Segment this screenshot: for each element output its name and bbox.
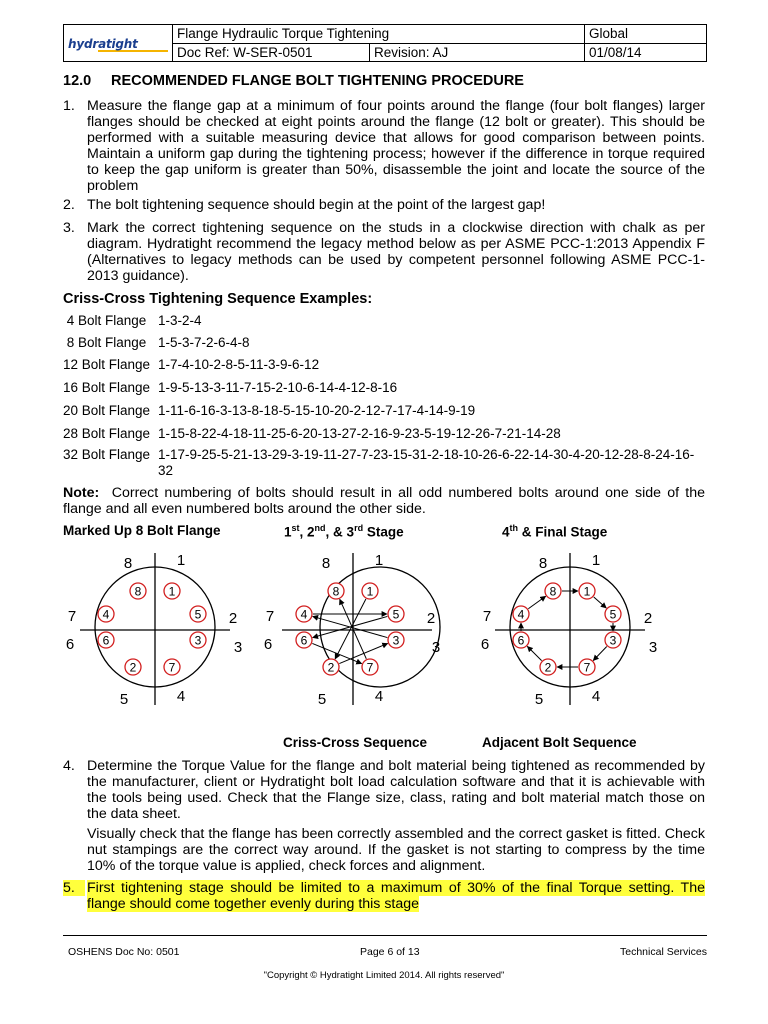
bolt-number: 4 — [517, 607, 525, 622]
caption-part: , 2 — [299, 524, 315, 540]
caption-marked-up: Marked Up 8 Bolt Flange — [63, 523, 221, 538]
caption-criss-cross: Criss-Cross Sequence — [283, 735, 428, 750]
sequence-value: 1-7-4-10-2-8-5-11-3-9-6-12 — [158, 357, 320, 372]
sequence-value: 1-11-6-16-3-13-8-18-5-15-10-20-2-12-7-17-4-14-9-19 — [158, 403, 476, 418]
hydratight-logo: hydratight — [68, 36, 138, 51]
bolt-position-label: 3 — [233, 639, 243, 656]
caption-part: 4 — [502, 524, 510, 540]
bolt-position-label: 5 — [317, 691, 327, 708]
step-number: 5. — [63, 880, 85, 896]
bolt-number: 3 — [609, 633, 617, 648]
step-text: Determine the Torque Value for the flange and bolt material being tightened as recommended by the manufacturer, client or Hydratight bolt load calculation software and that it is achievable with the tools being used. Check that the Flange size, class, rating and bolt material match those on the data sheet. — [87, 758, 705, 822]
step-number: 2. — [63, 197, 75, 213]
bolt-number: 2 — [544, 660, 552, 675]
bolt-number: 6 — [102, 633, 110, 648]
caption-adjacent: Adjacent Bolt Sequence — [482, 735, 637, 750]
step-2 — [63, 197, 705, 213]
footer-dept: Technical Services — [620, 946, 707, 958]
doc-title: Flange Hydraulic Torque Tightening — [173, 25, 585, 44]
bolt-number: 1 — [366, 584, 374, 599]
bolt-position-label: 3 — [431, 639, 441, 656]
step-3 — [63, 220, 705, 284]
bolt-number: 4 — [300, 607, 308, 622]
bolt-position-label: 1 — [176, 552, 186, 569]
caption-part: & Final Stage — [518, 524, 608, 540]
step-4 — [63, 758, 705, 822]
flange-diagrams — [60, 545, 710, 725]
doc-date: 01/08/14 — [585, 43, 707, 62]
bolt-number: 5 — [392, 607, 400, 622]
bolt-number: 6 — [517, 633, 525, 648]
caption-final — [502, 523, 607, 540]
bolt-position-label: 2 — [426, 610, 436, 627]
bolt-number: 2 — [129, 660, 137, 675]
bolt-number: 3 — [392, 633, 400, 648]
sequence-value: 1-17-9-25-5-21-13-29-3-19-11-27-7-23-15-31-2-18-10-26-6-22-14-30-4-20-12-28-8-24-16-32 — [158, 447, 695, 478]
bolt-position-label: 8 — [123, 555, 133, 572]
section-heading — [63, 73, 524, 89]
bolt-number: 7 — [366, 660, 374, 675]
caption-part: Stage — [363, 524, 404, 540]
caption-part: , & 3 — [325, 524, 355, 540]
note-text: Correct numbering of bolts should result in all odd numbered bolts around one side of the flange and all even numbered bolts around the other side. — [63, 485, 705, 517]
sequence-value: 1-9-5-13-3-11-7-15-2-10-6-14-4-12-8-16 — [158, 380, 398, 395]
doc-ref: Doc Ref: W-SER-0501 — [173, 43, 370, 62]
bolt-number: 5 — [194, 607, 202, 622]
bolt-number: 8 — [332, 584, 340, 599]
step-5 — [63, 880, 705, 912]
bolt-position-label: 6 — [65, 636, 75, 653]
caption-sup: th — [509, 523, 519, 533]
doc-revision: Revision: AJ — [370, 43, 585, 62]
bolt-position-label: 7 — [265, 608, 275, 625]
footer-rule — [63, 935, 707, 936]
sequence-label: 8 Bolt Flange — [63, 335, 147, 350]
flange-diagram-marked-up — [66, 552, 242, 708]
step-4-note: Visually check that the flange has been correctly assembled and the correct gasket is fitted. Check nut stampings are the correct way around. If the gasket is not starting to compress by the time 10% of the torque value is applied, check forces and alignment. — [87, 826, 705, 874]
document-header — [63, 24, 707, 62]
bolt-position-label: 5 — [119, 691, 129, 708]
doc-scope: Global — [585, 25, 707, 44]
sequence-label: 20 Bolt Flange — [63, 403, 151, 418]
sequence-label: 12 Bolt Flange — [63, 357, 151, 372]
note — [63, 485, 705, 517]
bolt-position-label: 7 — [67, 608, 77, 625]
bolt-number: 5 — [609, 607, 617, 622]
bolt-position-label: 2 — [228, 610, 238, 627]
bolt-number: 8 — [134, 584, 142, 599]
step-text: The bolt tightening sequence should begin at the point of the largest gap! — [87, 197, 546, 213]
caption-part: 1 — [284, 524, 292, 540]
caption-stages — [284, 523, 404, 540]
bolt-position-label: 5 — [534, 691, 544, 708]
bolt-position-label: 4 — [374, 688, 384, 705]
caption-sup: st — [291, 523, 300, 533]
bolt-position-label: 3 — [648, 639, 658, 656]
sequence-value: 1-15-8-22-4-18-11-25-6-20-13-27-2-16-9-23-5-19-12-26-7-21-14-28 — [158, 426, 561, 441]
bolt-position-label: 4 — [176, 688, 186, 705]
bolt-number: 7 — [168, 660, 176, 675]
step-1 — [63, 98, 705, 194]
step-text-highlighted: First tightening stage should be limited to a maximum of 30% of the final Torque setting. The flange should come together evenly during this stage — [87, 880, 705, 912]
logo-cell — [64, 25, 173, 62]
step-text: Measure the flange gap at a minimum of four points around the flange (four bolt flanges) larger flanges should be checked at eight points around the flange (12 bolt or greater). This should be performed with a suitable measuring device that allows for good comparison between points. Maintain a uniform gap during the tightening process; however if the difference in torque required to keep the gap uniform is greater than 50%, disassemble the joint and locate the source of the problem — [87, 98, 705, 194]
sequence-arrow — [528, 596, 545, 608]
sequence-arrow — [335, 599, 366, 659]
bolt-position-label: 2 — [643, 610, 653, 627]
sequence-label: 28 Bolt Flange — [63, 426, 151, 441]
sequence-arrow — [594, 597, 607, 608]
bolt-number: 7 — [583, 660, 591, 675]
bolt-position-label: 8 — [538, 555, 548, 572]
step-number: 4. — [63, 758, 75, 774]
step-text: Mark the correct tightening sequence on the studs in a clockwise direction with chalk as per diagram. Hydratight recommend the legacy method below as per ASME PCC-1:2013 Appendix F (Alternatives to legacy methods can be used by competent personnel following ASME PCC-1-2013 guidance). — [87, 220, 705, 284]
bolt-position-label: 4 — [591, 688, 601, 705]
flange-diagram-adjacent — [481, 552, 657, 708]
bolt-number: 6 — [300, 633, 308, 648]
bolt-number: 1 — [583, 584, 591, 599]
bolt-position-label: 6 — [263, 636, 273, 653]
step-number: 3. — [63, 220, 75, 236]
footer-doc-no: OSHENS Doc No: 0501 — [68, 946, 180, 958]
caption-sup: rd — [354, 523, 364, 533]
bolt-position-label: 6 — [480, 636, 490, 653]
bolt-number: 3 — [194, 633, 202, 648]
bolt-position-label: 7 — [482, 608, 492, 625]
sequence-arrow — [527, 646, 541, 660]
bolt-position-label: 1 — [374, 552, 384, 569]
section-number: 12.0 — [63, 73, 92, 89]
footer-page: Page 6 of 13 — [360, 946, 420, 958]
sequence-title: Criss-Cross Tightening Sequence Examples: — [63, 291, 373, 307]
sequence-label: 16 Bolt Flange — [63, 380, 151, 395]
bolt-number: 1 — [168, 584, 176, 599]
bolt-position-label: 1 — [591, 552, 601, 569]
sequence-arrow — [593, 646, 607, 660]
sequence-value: 1-3-2-4 — [158, 313, 202, 328]
bolt-number: 2 — [327, 660, 335, 675]
caption-sup: nd — [314, 523, 326, 533]
step-number: 1. — [63, 98, 75, 114]
bolt-position-label: 8 — [321, 555, 331, 572]
sequence-value: 1-5-3-7-2-6-4-8 — [158, 335, 250, 350]
flange-diagram-criss-cross — [264, 552, 440, 708]
footer-copyright: "Copyright © Hydratight Limited 2014. All rights reserved" — [263, 970, 505, 981]
sequence-label: 32 Bolt Flange — [63, 447, 151, 462]
bolt-number: 4 — [102, 607, 110, 622]
bolt-number: 8 — [549, 584, 557, 599]
section-title: RECOMMENDED FLANGE BOLT TIGHTENING PROCEDURE — [111, 73, 524, 89]
sequence-label: 4 Bolt Flange — [63, 313, 147, 328]
note-label: Note: — [63, 485, 100, 501]
sequence-arrow — [312, 643, 361, 663]
